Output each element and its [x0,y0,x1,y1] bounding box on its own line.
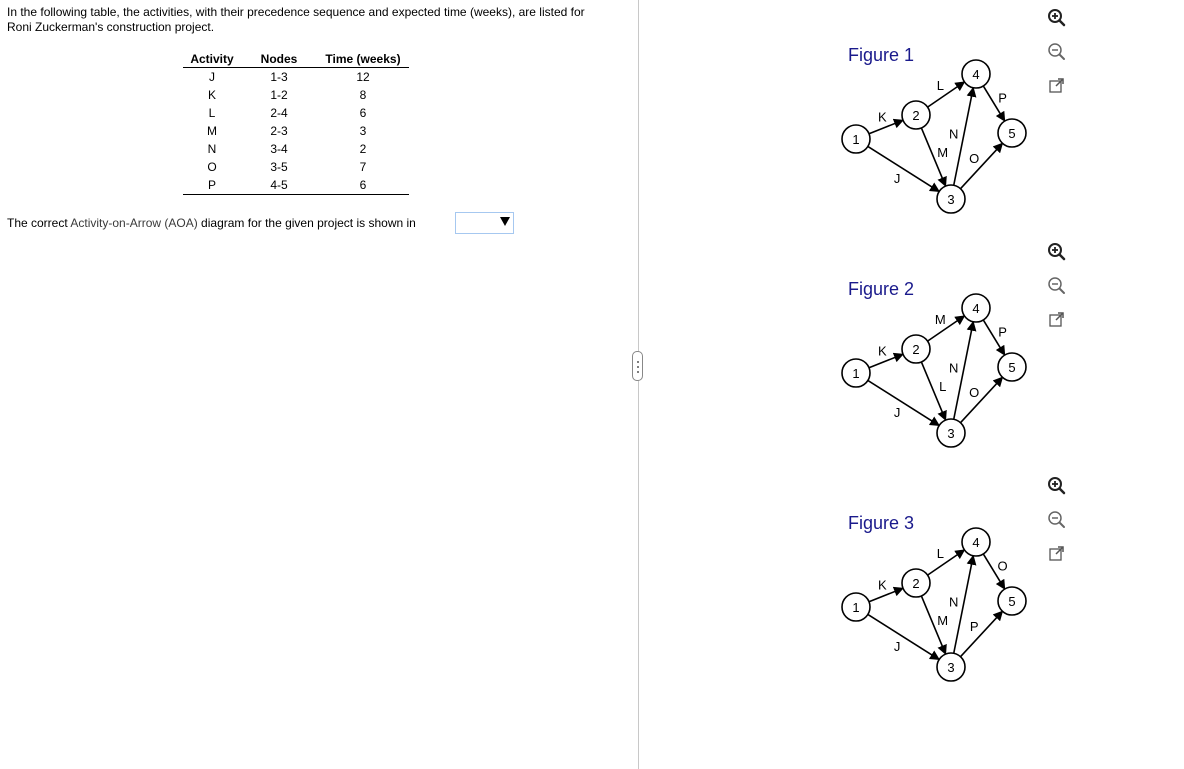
table-row [183,176,409,195]
node-label-3: 3 [947,192,955,207]
activity-cell: J [209,70,215,84]
activity-cell: N [207,142,217,156]
column-header-nodes: Nodes [241,50,317,68]
node-label-4: 4 [972,67,980,82]
zoom-out-icon[interactable] [1047,276,1067,296]
edge-label-M: M [937,145,949,161]
time-cell: 6 [317,176,409,195]
edge-label-M: M [937,613,949,629]
zoom-in-icon[interactable] [1047,476,1067,496]
node-label-4: 4 [972,535,980,550]
edge-label-P: P [998,90,1007,106]
edge-label-M: M [934,312,946,328]
pane-divider [638,0,639,769]
activity-cell: K [207,88,216,102]
edge-J [868,146,939,191]
nodes-cell: 2-3 [270,124,288,138]
edge-M [928,316,965,341]
prompt-text: diagram for the given project is shown in [197,216,416,230]
table-header-row [183,50,409,68]
node-label-5: 5 [1008,360,1016,375]
answer-prompt [7,216,416,230]
edge-L [928,550,965,575]
figure-select-dropdown[interactable] [455,212,514,234]
edge-label-N: N [948,126,959,142]
column-header-time: Time (weeks) [317,50,409,68]
edge-label-O: O [969,151,980,167]
edge-label-K: K [877,577,887,593]
nodes-cell: 2-4 [270,106,288,120]
table-row [183,86,409,104]
edge-label-K: K [877,343,887,359]
edge-L [928,82,965,107]
dropdown-arrow-icon [500,217,510,226]
time-cell: 3 [359,124,367,138]
table-row [183,104,409,122]
edge-label-N: N [948,594,959,610]
nodes-cell: 4-5 [241,176,317,195]
nodes-cell: 3-4 [270,142,288,156]
activity-cell: M [207,124,217,138]
open-external-icon[interactable] [1047,76,1067,96]
pane-resize-handle[interactable] [632,351,643,381]
edge-label-L: L [936,546,944,562]
time-cell: 7 [359,160,367,174]
edge-J [868,380,939,425]
edge-O [961,143,1003,188]
edge-label-N: N [948,360,959,376]
prompt-term: Activity-on-Arrow (AOA) [70,216,198,230]
zoom-out-icon[interactable] [1047,42,1067,62]
node-label-2: 2 [912,576,920,591]
edge-label-J: J [893,405,901,421]
figure-1-diagram [830,50,1040,220]
activity-cell: O [207,160,217,174]
open-external-icon[interactable] [1047,310,1067,330]
node-label-3: 3 [947,660,955,675]
table-row [183,158,409,176]
figure-1-title: Figure 1 [848,45,915,65]
open-external-icon[interactable] [1047,544,1067,564]
edge-label-P: P [998,324,1007,340]
figure-3-title: Figure 3 [848,513,915,533]
zoom-in-icon[interactable] [1047,242,1067,262]
edge-P [961,611,1003,656]
edge-label-P: P [969,619,979,635]
edge-O [961,377,1003,422]
nodes-cell: 3-5 [270,160,288,174]
node-label-1: 1 [852,600,860,615]
figure-2-diagram [830,284,1040,454]
question-intro: In the following table, the activities, with their precedence sequence and expected time (weeks), are listed for Roni Zuckerman's construction project. [7,5,585,34]
node-label-5: 5 [1008,126,1016,141]
activity-table [183,50,409,195]
table-row [183,140,409,158]
figure-2-title: Figure 2 [848,279,915,299]
figure-3-diagram [830,518,1040,688]
edge-J [868,614,939,659]
edge-label-K: K [877,109,887,125]
time-cell: 6 [359,106,367,120]
time-cell: 2 [359,142,367,156]
time-cell: 12 [356,70,370,84]
table-row [183,68,409,87]
node-label-2: 2 [912,108,920,123]
column-header-activity: Activity [183,50,241,68]
node-label-1: 1 [852,132,860,147]
edge-label-L: L [936,78,944,94]
edge-label-J: J [893,171,901,187]
nodes-cell: 1-2 [270,88,288,102]
edge-label-J: J [893,639,901,655]
activity-cell: L [208,106,216,120]
table-row [183,122,409,140]
activity-cell: P [183,176,241,195]
node-label-2: 2 [912,342,920,357]
zoom-in-icon[interactable] [1047,8,1067,28]
prompt-text: The correct [7,216,71,230]
edge-label-O: O [997,558,1008,574]
time-cell: 8 [359,88,367,102]
edge-label-O: O [969,385,980,401]
node-label-3: 3 [947,426,955,441]
nodes-cell: 1-3 [270,70,288,84]
node-label-5: 5 [1008,594,1016,609]
node-label-1: 1 [852,366,860,381]
zoom-out-icon[interactable] [1047,510,1067,530]
edge-label-L: L [939,379,947,395]
node-label-4: 4 [972,301,980,316]
